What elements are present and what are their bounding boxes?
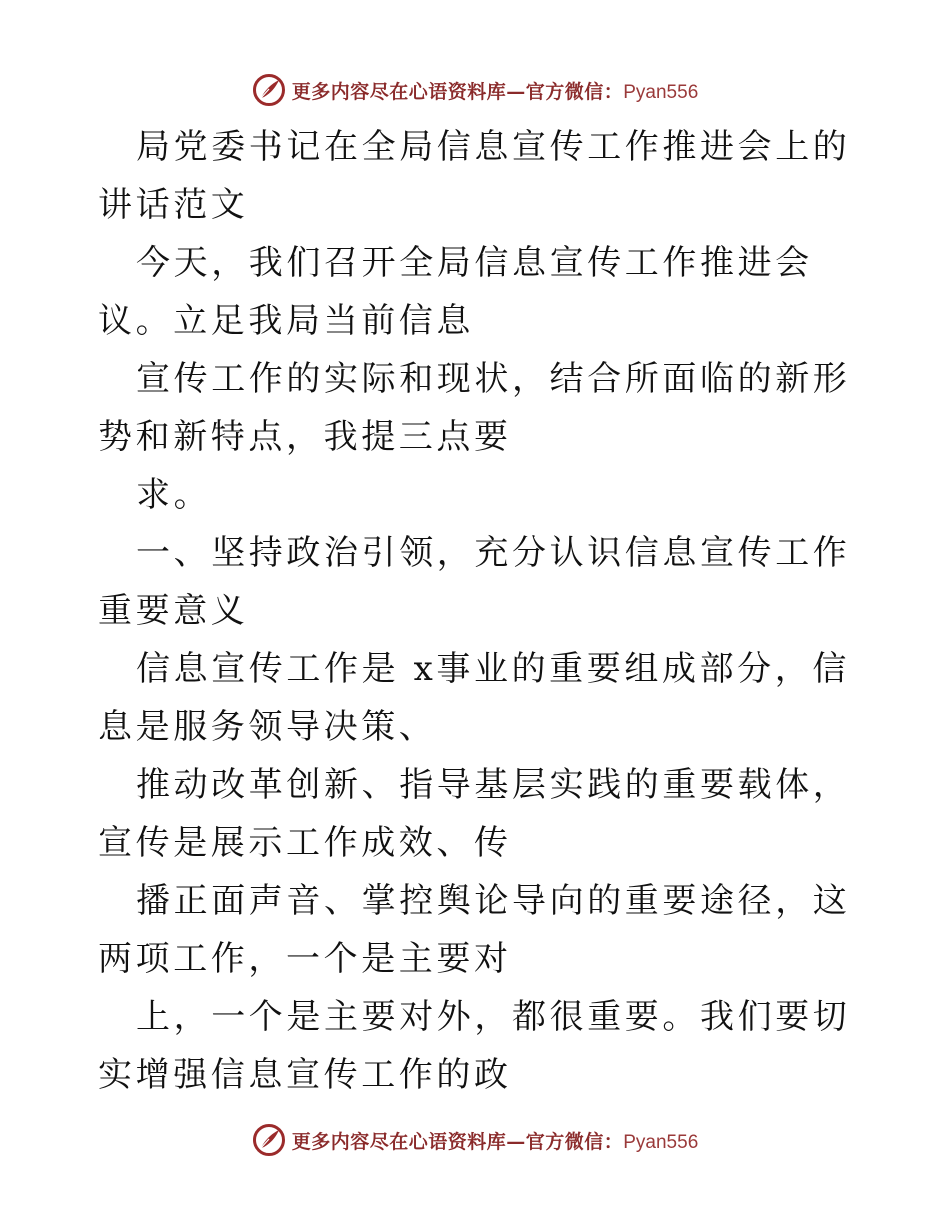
banner-text: 更多内容尽在心语资料库—官方微信：Pyan556 <box>291 80 699 103</box>
paragraph-line: 推动改革创新、指导基层实践的重要载体，宣传是展示工作成效、传 <box>98 765 851 863</box>
footer-banner <box>0 1120 950 1160</box>
feather-quill-logo-icon <box>252 1123 286 1157</box>
banner-wechat-id: Pyan556 <box>623 81 699 103</box>
paragraph-line: 今天，我们召开全局信息宣传工作推进会议。立足我局当前信息 <box>98 243 813 341</box>
feather-quill-logo-icon <box>252 73 286 107</box>
paragraph-line: 宣传工作的实际和现状，结合所面临的新形势和新特点，我提三点要 <box>98 359 851 457</box>
paragraph-line: 信息宣传工作是 x事业的重要组成部分，信息是服务领导决策、 <box>98 649 850 747</box>
section-heading: 一、坚持政治引领，充分认识信息宣传工作重要意义 <box>98 533 851 631</box>
banner-text: 更多内容尽在心语资料库—官方微信：Pyan556 <box>291 1130 699 1153</box>
banner-wechat-id: Pyan556 <box>623 1131 699 1153</box>
paragraph-line: 播正面声音、掌控舆论导向的重要途径，这两项工作，一个是主要对 <box>98 881 851 979</box>
paragraph-line: 上，一个是主要对外，都很重要。我们要切实增强信息宣传工作的政 <box>98 997 851 1095</box>
document-title: 局党委书记在全局信息宣传工作推进会上的讲话范文 <box>98 127 851 225</box>
header-banner <box>0 70 950 110</box>
paragraph-line: 求。 <box>136 475 212 515</box>
document-body <box>98 118 858 1104</box>
